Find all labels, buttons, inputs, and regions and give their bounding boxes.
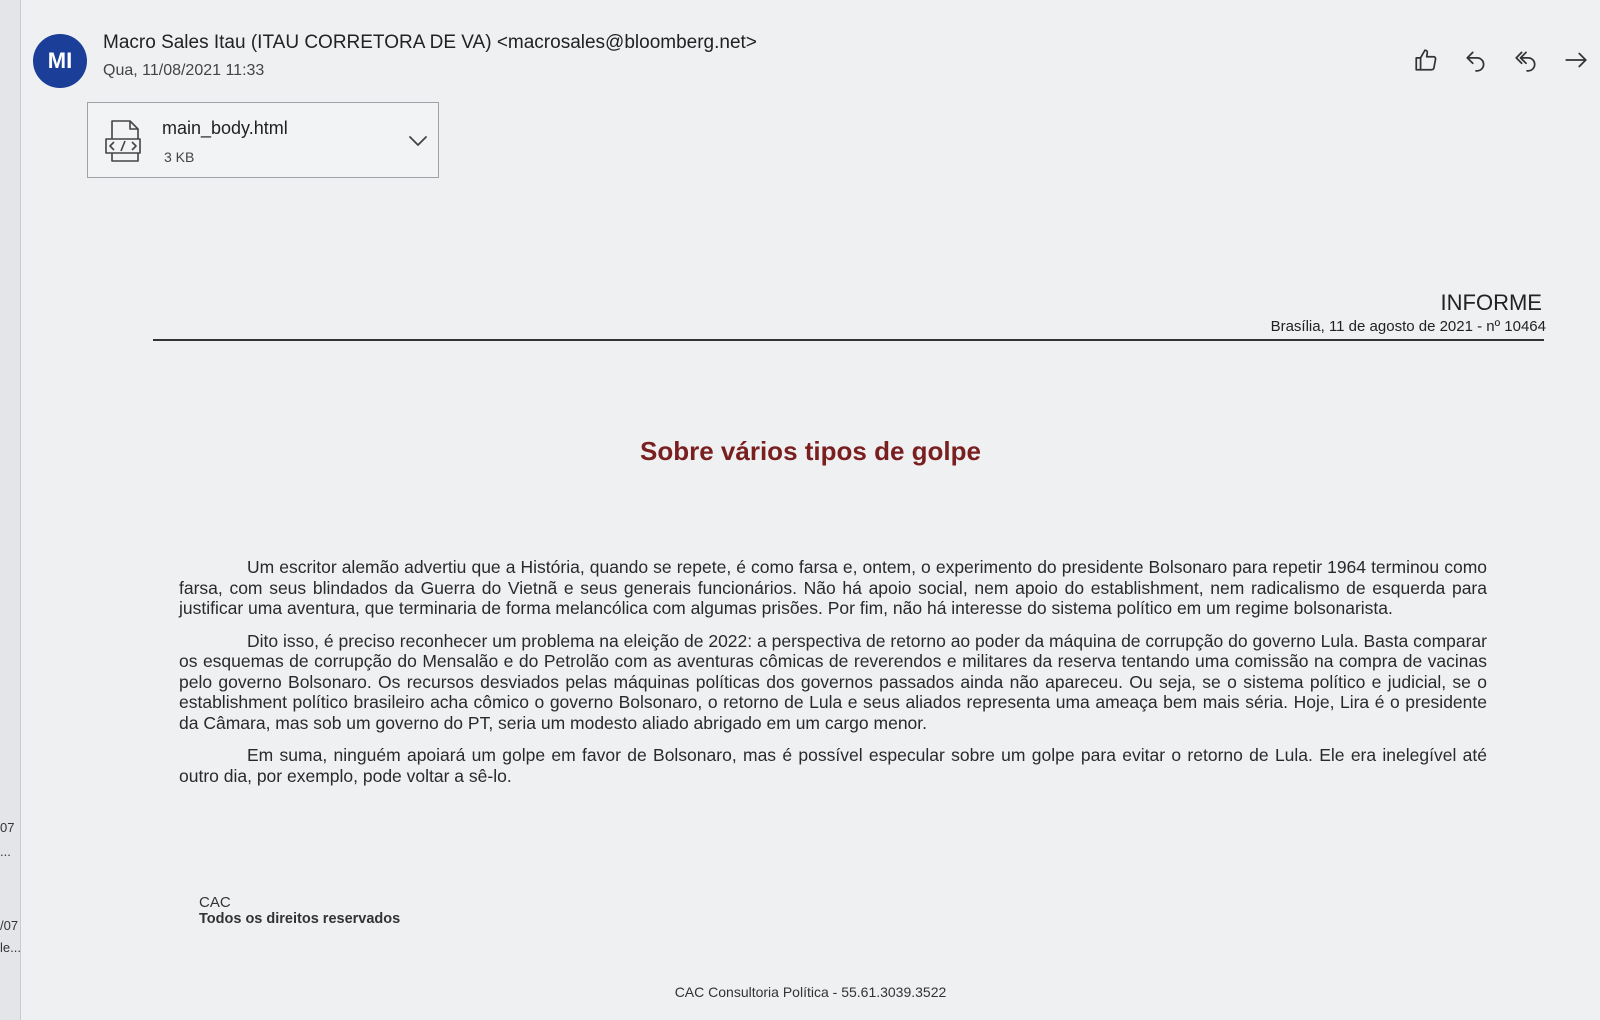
list-fragment: ...: [0, 844, 11, 859]
code-file-icon: [104, 119, 144, 165]
document-header: INFORME: [1440, 290, 1542, 315]
rights-notice: Todos os direitos reservados: [199, 911, 401, 927]
sent-date: Qua, 11/08/2021 11:33: [103, 62, 265, 79]
attachment-card[interactable]: [87, 102, 439, 178]
article-body: [179, 557, 1487, 798]
list-fragment: /07: [0, 918, 19, 933]
article-title: Sobre vários tipos de golpe: [640, 436, 981, 466]
avatar-initials: MI: [47, 48, 73, 73]
list-fragment: 07: [0, 820, 15, 835]
signature: CAC: [199, 894, 231, 911]
paragraph: Um escritor alemão advertiu que a História, quando se repete, é como farsa e, ontem, o experimento do presidente Bolsonaro para repetir 1964 terminou como farsa, com seus blindados da Guerra do Vietnã e seus generais funcionários. Não há apoio social, nem apoio do establishment, nem radicalismo de esquerda para justificar uma aventura, que terminaria de forma melancólica com algumas prisões. Por fim, não há interesse do sistema político em um regime bolsonarista.: [179, 557, 1487, 618]
document-footer: CAC Consultoria Política - 55.61.3039.3522: [674, 984, 947, 1000]
attachment-name: main_body.html: [162, 118, 288, 138]
header-divider: [153, 339, 1544, 341]
attachment-size: 3 KB: [164, 149, 195, 165]
avatar[interactable]: [33, 34, 87, 88]
reply-all-icon: [1513, 47, 1539, 73]
like-icon: [1413, 47, 1439, 73]
message-list-pane[interactable]: [0, 0, 21, 1020]
sender[interactable]: Macro Sales Itau (ITAU CORRETORA DE VA) <macrosales@bloomberg.net>: [103, 32, 757, 53]
reply-icon: [1463, 47, 1489, 73]
issue-line: Brasília, 11 de agosto de 2021 - nº 10464: [1270, 318, 1546, 335]
reply-button[interactable]: [1460, 44, 1492, 76]
reply-all-button[interactable]: [1510, 44, 1542, 76]
paragraph: Dito isso, é preciso reconhecer um problema na eleição de 2022: a perspectiva de retorno ao poder da máquina de corrupção do governo Lula. Basta comparar os esquemas de corrupção do Mensalão e do Petrolão com as aventuras cômicas de reverendos e militares da reserva tentando uma comissão na compra de vacinas pelo governo Bolsonaro. Os recursos desviados pelas máquinas políticas dos governos passados ainda não apareceu. Ou seja, se o sistema político e judicial, se o establishment político brasileiro acha cômico o governo Bolsonaro, o retorno de Lula e seus aliados representa uma ameaça bem mais séria. Hoje, Lira é o presidente da Câmara, mas sob um governo do PT, seria um modesto aliado abrigado em um cargo menor.: [179, 630, 1487, 733]
chevron-down-icon[interactable]: [406, 129, 430, 153]
message-actions: [1410, 44, 1592, 76]
forward-icon: [1563, 47, 1589, 73]
forward-button[interactable]: [1560, 44, 1592, 76]
paragraph: Em suma, ninguém apoiará um golpe em favor de Bolsonaro, mas é possível especular sobre um golpe para evitar o retorno de Lula. Ele era inelegível até outro dia, por exemplo, pode voltar a sê-lo.: [179, 745, 1487, 786]
list-fragment: le...: [0, 940, 21, 955]
like-button[interactable]: [1410, 44, 1442, 76]
reading-pane: [21, 0, 1600, 1020]
